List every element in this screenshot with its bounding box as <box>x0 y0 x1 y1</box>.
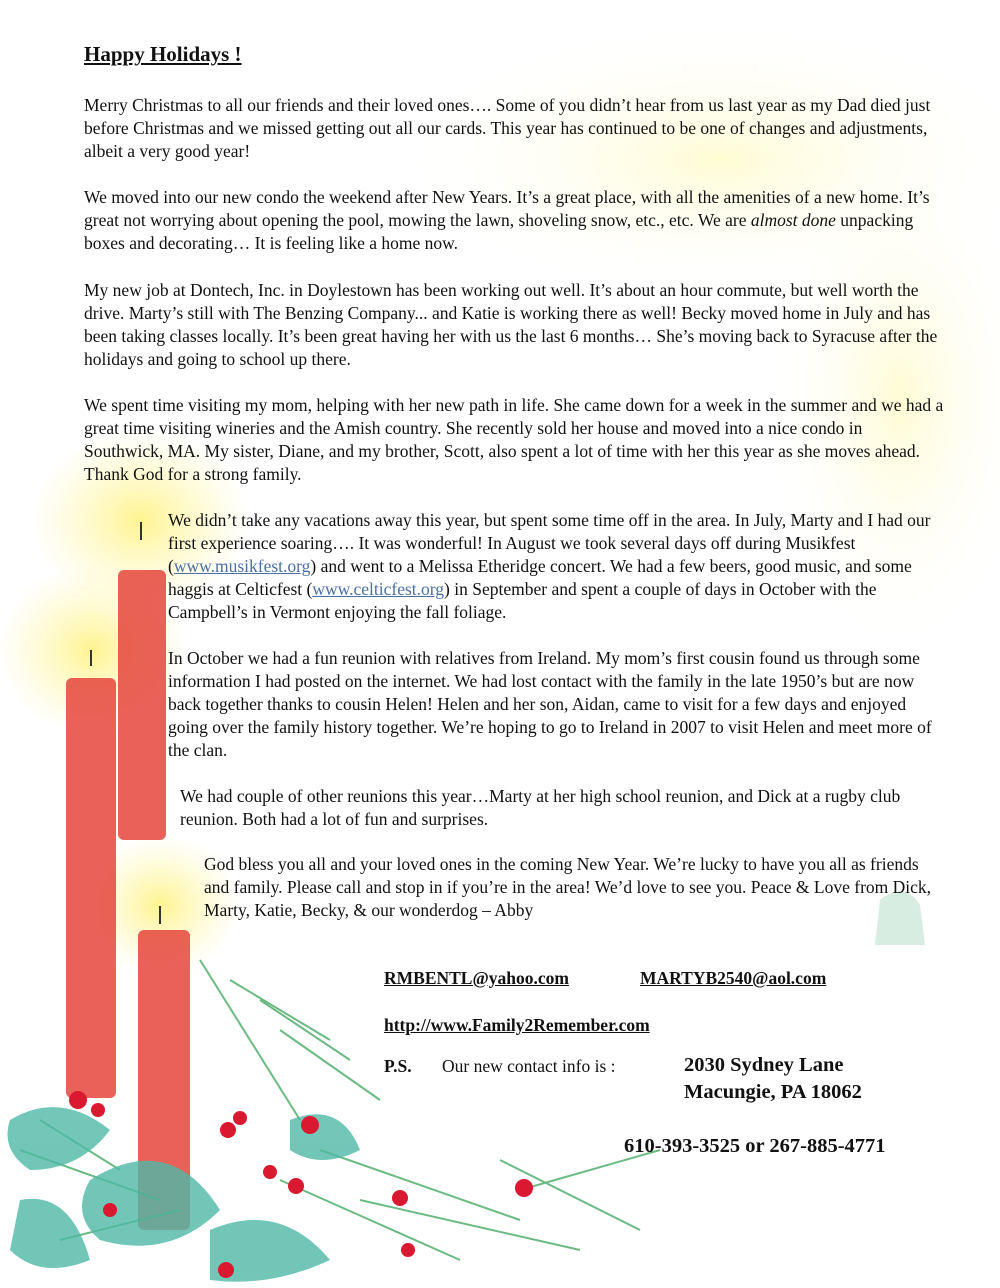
email-link-martyb[interactable]: MARTYB2540@aol.com <box>640 968 827 988</box>
paragraph-vacations-text-b: ) and went to a Melissa Etheridge concert. We had a few beers, good music, and some haggis at Celticfest ( <box>168 556 912 599</box>
paragraph-closing: God bless you all and your loved ones in the coming New Year. We’re lucky to have you all as friends and family. Please call and stop in if you’re in the area! We’d love to see you. Peace & Love from Dick, Marty, Katie, Becky, & our wonderdog – Abby <box>204 854 932 920</box>
emphasis-almost-done: almost done <box>750 210 836 230</box>
ps-text: Our new contact info is : <box>442 1056 616 1076</box>
page-title: Happy Holidays ! <box>84 42 242 66</box>
paragraph-job: My new job at Dontech, Inc. in Doylestown has been working out well. It’s about an hour commute, but well worth the drive. Marty’s still with The Benzing Company... and Katie is working there as well! Becky moved home in July and has been taking classes locally. It’s been great having her with us the last 6 months… She’s moving back to Syracuse after the holidays and going to school up there. <box>84 280 938 369</box>
paragraph-mom: We spent time visiting my mom, helping with her new path in life. She came down for a week in the summer and we had a great time visiting wineries and the Amish country. She recently sold her house and moved into a nice condo in Southwick, MA. My sister, Diane, and my brother, Scott, also spent a lot of time with her this year as she moves ahead. Thank God for a strong family. <box>84 395 944 484</box>
address-line-2: Macungie, PA 18062 <box>684 1081 862 1103</box>
paragraph-vacations <box>168 509 943 624</box>
musikfest-link[interactable]: www.musikfest.org <box>173 556 311 576</box>
phone-numbers: 610-393-3525 or 267-885-4771 <box>624 1135 886 1157</box>
paragraph-reunion-ireland: In October we had a fun reunion with relatives from Ireland. My mom’s first cousin found us through some information I had posted on the internet. We had lost contact with the family in the late 1950’s but are now back together thanks to cousin Helen! Helen and her son, Aidan, came to visit for a few days and enjoyed going over the family history together. We’re hoping to go to Ireland in 2007 to visit Helen and meet more of the clan. <box>168 648 932 760</box>
paragraph-condo-text-b: unpacking boxes and decorating… It is feeling like a home now. <box>84 210 914 253</box>
paragraph-vacations-text-a: We didn’t take any vacations away this year, but spent some time off in the area. In July, Marty and I had our first experience soaring…. It was wonderful! In August we took several days off during Musikfest ( <box>168 510 931 576</box>
ps-label <box>384 1056 412 1077</box>
address-line-1: 2030 Sydney Lane <box>684 1054 844 1076</box>
paragraph-other-reunions: We had couple of other reunions this year…Marty at her high school reunion, and Dick at a rugby club reunion. Both had a lot of fun and surprises. <box>180 786 901 829</box>
paragraph-intro: Merry Christmas to all our friends and their loved ones…. Some of you didn’t hear from us last year as my Dad died just before Christmas and we missed getting out all our cards. This year has continued to be one of changes and adjustments, albeit a very good year! <box>84 95 931 161</box>
paragraph-vacations-text-c: ) in September and spent a couple of days in October with the Campbell’s in Vermont enjoying the fall foliage. <box>168 579 877 622</box>
website-link[interactable]: http://www.Family2Remember.com <box>384 1015 650 1035</box>
ps-label-text: P.S. <box>384 1056 412 1076</box>
paragraph-condo <box>84 186 944 255</box>
paragraph-condo-text-a: We moved into our new condo the weekend after New Years. It’s a great place, with all the amenities of a new home. It’s great not worrying about opening the pool, mowing the lawn, shoveling snow, etc., etc. We are <box>84 187 930 230</box>
celticfest-link[interactable]: www.celticfest.org <box>312 579 445 599</box>
email-link-rmbentl[interactable]: RMBENTL@yahoo.com <box>384 968 569 988</box>
